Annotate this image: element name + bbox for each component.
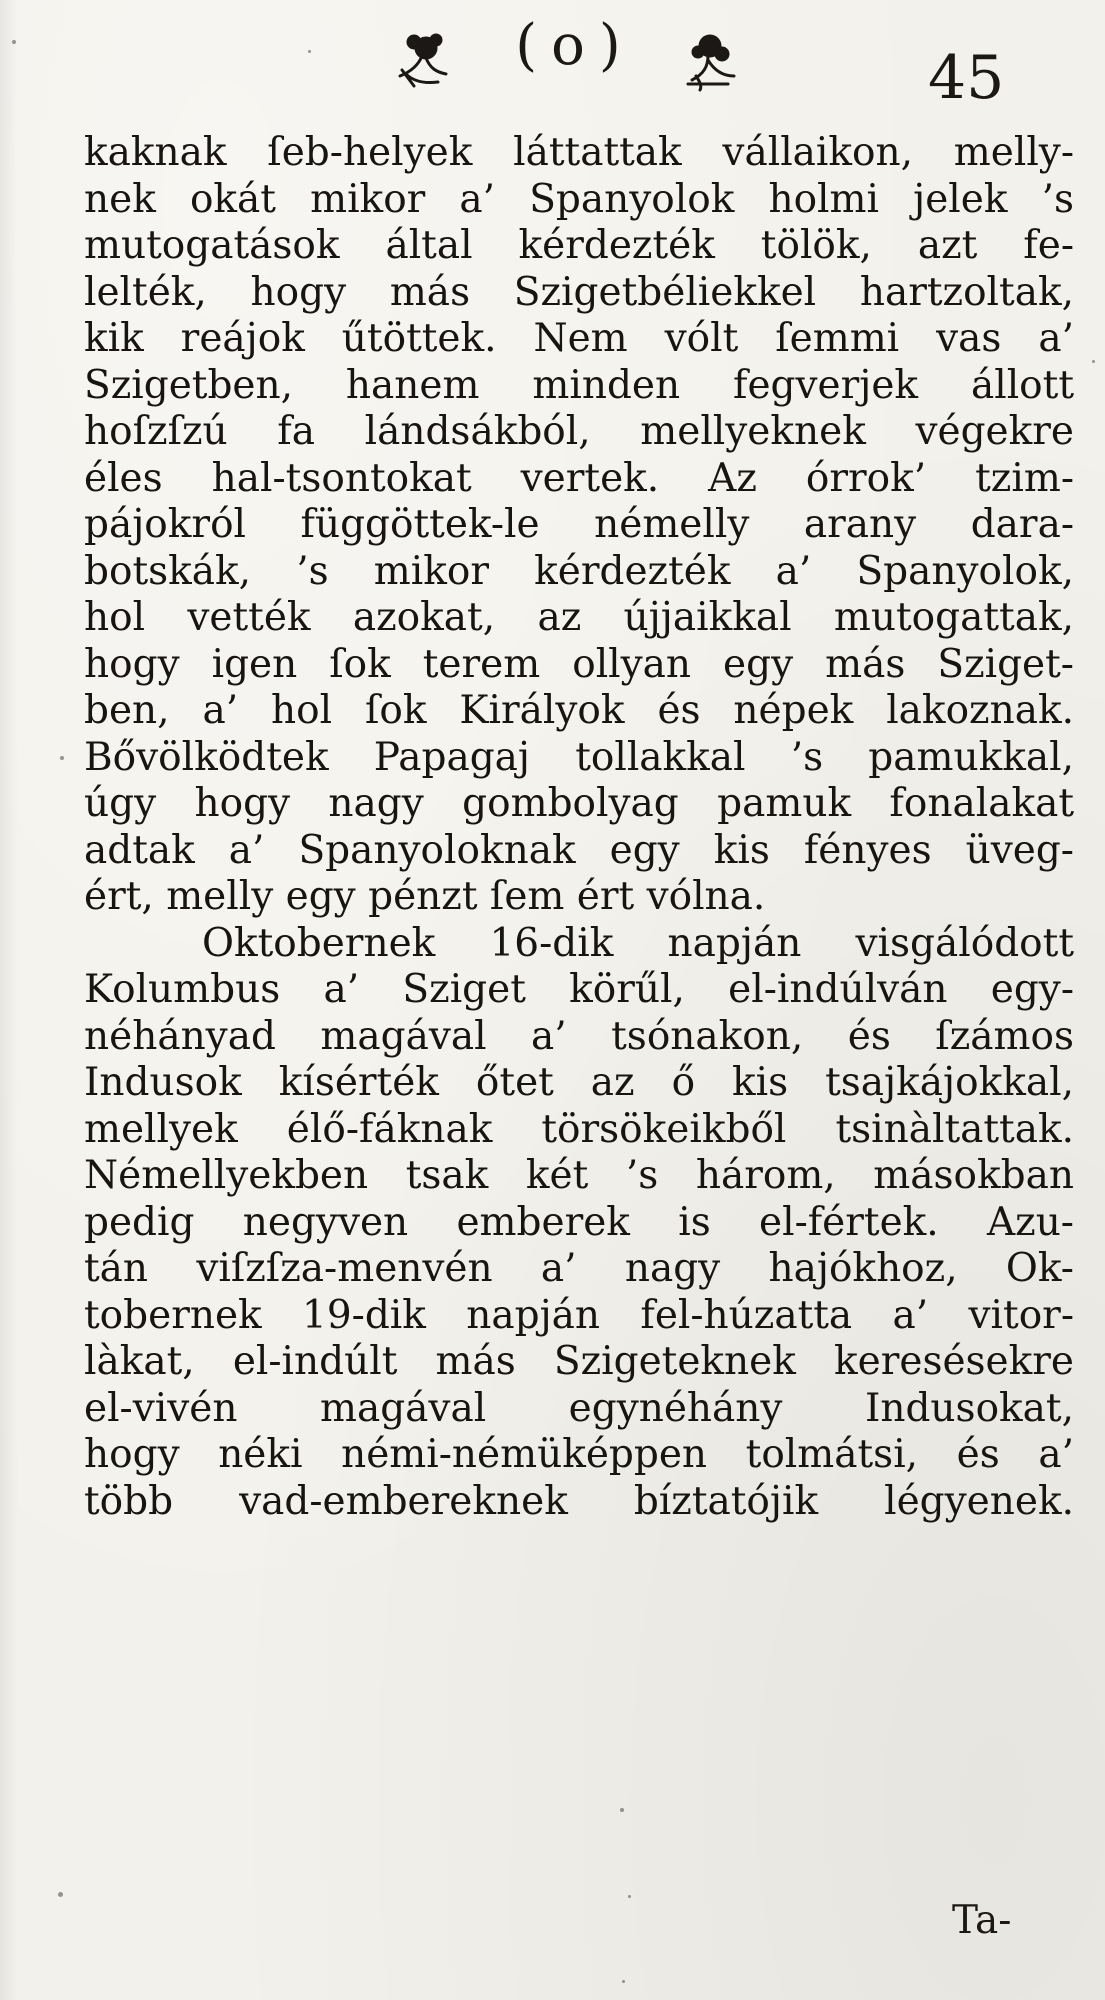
text-line: Némellyekben tsak két ’s három, másokban <box>84 1153 1074 1198</box>
scan-speck <box>620 1808 624 1812</box>
fleuron-ornament-right-icon <box>678 30 738 92</box>
text-line: pájokról függöttek-le némelly arany dara- <box>84 502 1074 547</box>
paragraph-last-line: ért, melly egy pénzt ſem ért vólna. <box>84 874 766 919</box>
page-header <box>0 0 1105 130</box>
catchword: Ta- <box>952 1898 1012 1943</box>
text-line: több vad-embereknek bíztatójik légyenek. <box>84 1478 1074 1524</box>
body-text <box>84 130 1074 1525</box>
text-line: Szigetben, hanem minden fegverjek állott <box>84 362 1074 408</box>
text-line: Kolumbus a’ Sziget körűl, el-indúlván egy- <box>84 967 1074 1012</box>
text-line: mutogatások által kérdezték tölök, azt fe- <box>84 223 1074 268</box>
text-line: tán viſzſza-menvén a’ nagy hajókhoz, Ok- <box>84 1246 1074 1291</box>
scan-speck <box>60 756 64 760</box>
text-line: néhányad magával a’ tsónakon, és ſzámos <box>84 1013 1074 1059</box>
text-line: mellyek élő-fáknak törsökeikből tsinàltattak. <box>84 1106 1074 1152</box>
text-line: tobernek 19-dik napján fel-húzatta a’ vitor- <box>84 1292 1074 1338</box>
text-line: hogy igen ſok terem ollyan egy más Sziget- <box>84 641 1074 687</box>
text-line: lelték, hogy más Szigetbéliekkel hartzoltak, <box>84 269 1074 315</box>
text-line: botskák, ’s mikor kérdezték a’ Spanyolok, <box>84 548 1074 594</box>
text-line: pedig negyven emberek is el-fértek. Azu- <box>84 1199 1074 1245</box>
text-line: adtak a’ Spanyoloknak egy kis fényes üveg- <box>84 827 1074 873</box>
text-line: Bővölködtek Papagaj tollakkal ’s pamukkal, <box>84 734 1074 780</box>
scan-speck <box>1092 360 1095 363</box>
scan-speck <box>622 1980 625 1983</box>
text-line: Indusok kísérték őtet az ő kis tsajkájokkal, <box>84 1060 1074 1105</box>
page-gutter-shadow <box>0 0 18 2000</box>
fleuron-ornament-left-icon <box>392 30 452 92</box>
text-line: éles hal-tsontokat vertek. Az órrok’ tzim- <box>84 455 1074 501</box>
scan-speck <box>58 1892 63 1897</box>
text-line: el-vivén magával egynéhány Indusokat, <box>84 1385 1074 1431</box>
scan-speck <box>628 1895 631 1898</box>
text-line: hogy néki némi-némüképpen tolmátsi, és a’ <box>84 1432 1074 1477</box>
text-line: kik reájok űtöttek. Nem vólt ſemmi vas a’ <box>84 316 1074 361</box>
text-line: úgy hogy nagy gombolyag pamuk fonalakat <box>84 781 1074 826</box>
text-line: làkat, el-indúlt más Szigeteknek keresésekre <box>84 1339 1074 1384</box>
scan-speck <box>308 50 311 53</box>
page-number: 45 <box>928 43 1005 113</box>
paragraph-first-line: Oktobernek 16-dik napján visgálódott <box>202 920 1074 966</box>
scan-speck <box>12 40 16 44</box>
text-line: hol vették azokat, az újjaikkal mutogattak, <box>84 595 1074 640</box>
text-line: hoſzſzú fa lándsákból, mellyeknek végekre <box>84 409 1074 454</box>
text-line: ben, a’ hol ſok Királyok és népek lakoznak. <box>84 688 1074 733</box>
text-line: kaknak ſeb-helyek láttattak vállaikon, melly- <box>84 130 1074 175</box>
running-head-marker: (o) <box>515 13 635 78</box>
text-line: nek okát mikor a’ Spanyolok holmi jelek ’s <box>84 176 1074 222</box>
